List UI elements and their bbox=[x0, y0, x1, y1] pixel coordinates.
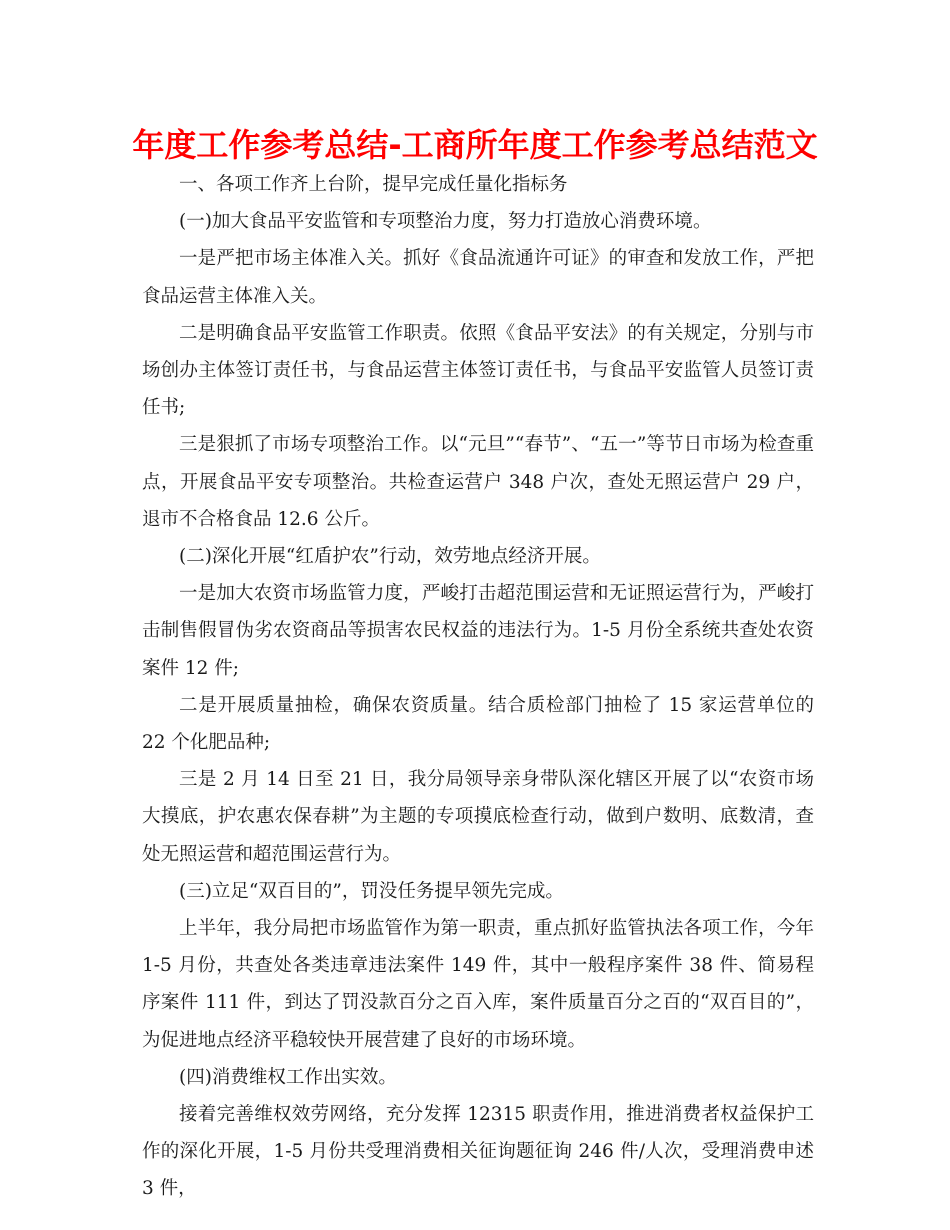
paragraph: 一是加大农资市场监管力度，严峻打击超范围运营和无证照运营行为，严峻打击制售假冒伪劣农资商品等损害农民权益的违法行为。1-5 月份全系统共查处农资案件 12 件; bbox=[142, 583, 814, 679]
document-title: 年度工作参考总结-工商所年度工作参考总结范文 bbox=[132, 126, 818, 164]
paragraph: 三是 2 月 14 日至 21 日，我分局领导亲身带队深化辖区开展了以“农资市场大摸底，护农惠农保春耕”为主题的专项摸底检查行动，做到户数明、底数清，查处无照运营和超范围运营行为。 bbox=[142, 769, 814, 865]
section-heading: 一、各项工作齐上台阶，提早完成任量化指标务 bbox=[179, 174, 568, 195]
document-body bbox=[142, 166, 814, 1208]
paragraph: 一是严把市场主体准入关。抓好《食品流通许可证》的审查和发放工作，严把食品运营主体准入关。 bbox=[142, 248, 814, 307]
subsection-heading: (四)消费维权工作出实效。 bbox=[179, 1066, 397, 1088]
paragraph: 二是开展质量抽检，确保农资质量。结合质检部门抽检了 15 家运营单位的 22 个化肥品种; bbox=[142, 694, 814, 754]
subsection-heading: (三)立足“双百目的”，罚没任务提早领先完成。 bbox=[179, 880, 564, 902]
subsection-heading: (一)加大食品平安监管和专项整治力度，努力打造放心消费环境。 bbox=[179, 211, 712, 233]
paragraph: 接着完善维权效劳网络，充分发挥 12315 职责作用，推进消费者权益保护工作的深化开展，1-5 月份共受理消费相关征询题征询 246 件/人次，受理消费申述 3 件， bbox=[142, 1104, 814, 1200]
paragraph: 三是狠抓了市场专项整治工作。以“元旦”“春节”、“五一”等节日市场为检查重点，开展食品平安专项整治。共检查运营户 348 户次，查处无照运营户 29 户，退市不合格食品 12.6 公斤。 bbox=[142, 434, 814, 530]
subsection-heading: (二)深化开展“红盾护农”行动，效劳地点经济开展。 bbox=[179, 546, 601, 568]
paragraph: 二是明确食品平安监管工作职责。依照《食品平安法》的有关规定，分别与市场创办主体签订责任书，与食品运营主体签订责任书，与食品平安监管人员签订责任书; bbox=[142, 322, 814, 419]
paragraph: 上半年，我分局把市场监管作为第一职责，重点抓好监管执法各项工作，今年 1-5 月份，共查处各类违章违法案件 149 件，其中一般程序案件 38 件、简易程序案件 111 件，到达了罚没款百分之百入库，案件质量百分之百的“双百目的”，为促进地点经济平稳较快开展营建了良好的市场环境。 bbox=[142, 918, 814, 1051]
